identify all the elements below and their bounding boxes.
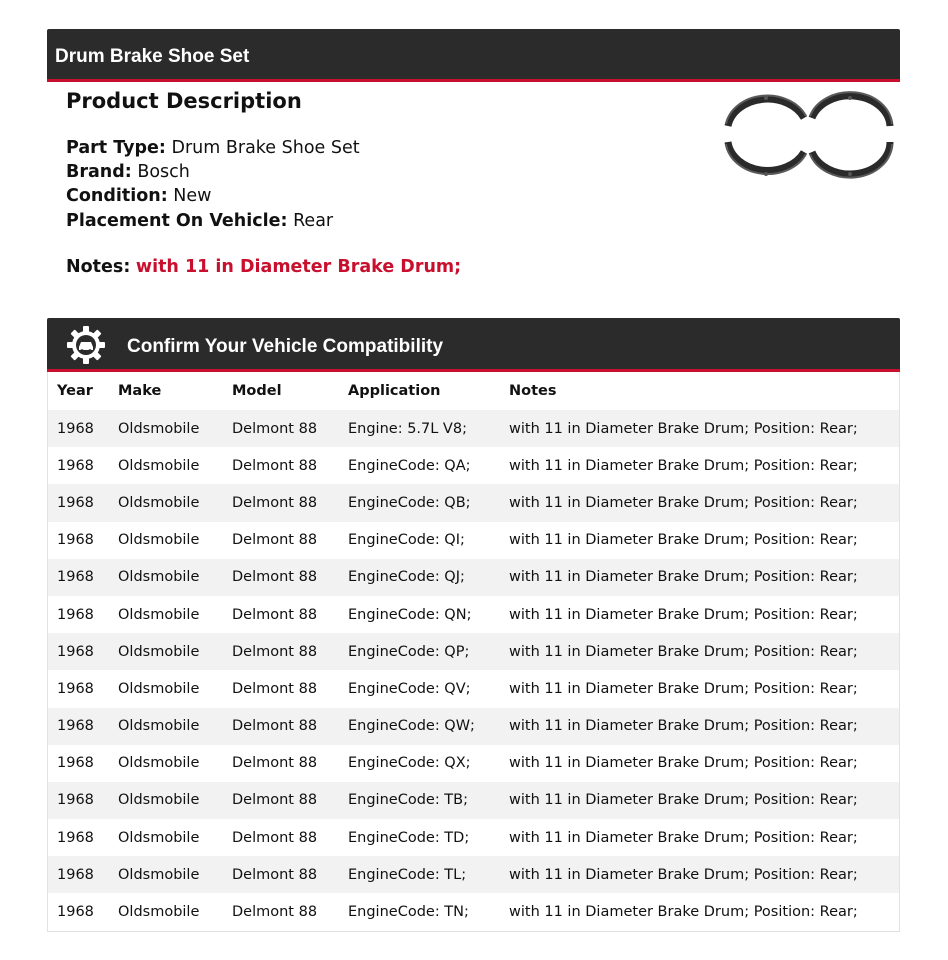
table-row [48,522,899,559]
cell-application: EngineCode: QN; [348,606,472,623]
table-row [48,484,899,521]
product-title: Drum Brake Shoe Set [55,46,250,67]
cell-make: Oldsmobile [118,755,200,772]
cell-model: Delmont 88 [232,606,318,623]
compatibility-header [47,318,900,372]
cell-year: 1968 [57,606,94,623]
cell-model: Delmont 88 [232,494,318,511]
cell-model: Delmont 88 [232,569,318,586]
table-row [48,819,899,856]
cell-model: Delmont 88 [232,532,318,549]
description-heading: Product Description [66,89,302,113]
cell-application: EngineCode: QI; [348,532,465,549]
cell-notes: with 11 in Diameter Brake Drum; Position: Rear; [509,755,858,772]
cell-make: Oldsmobile [118,866,200,883]
table-row [48,559,899,596]
cell-notes: with 11 in Diameter Brake Drum; Position: Rear; [509,904,858,921]
cell-year: 1968 [57,494,94,511]
cell-notes: with 11 in Diameter Brake Drum; Position: Rear; [509,680,858,697]
cell-application: EngineCode: QP; [348,643,470,660]
cell-make: Oldsmobile [118,457,200,474]
cell-make: Oldsmobile [118,904,200,921]
cell-make: Oldsmobile [118,643,200,660]
cell-make: Oldsmobile [118,718,200,735]
column-header-year: Year [57,383,93,399]
attribute-placement: Placement On Vehicle: Rear [66,210,334,231]
cell-year: 1968 [57,904,94,921]
product-description [66,89,706,277]
table-row [48,856,899,893]
product-title-bar [47,29,900,82]
cell-year: 1968 [57,792,94,809]
cell-model: Delmont 88 [232,420,318,437]
cell-model: Delmont 88 [232,829,318,846]
cell-model: Delmont 88 [232,904,318,921]
cell-application: EngineCode: QX; [348,755,471,772]
cell-application: EngineCode: QV; [348,680,471,697]
cell-year: 1968 [57,755,94,772]
cell-model: Delmont 88 [232,680,318,697]
cell-notes: with 11 in Diameter Brake Drum; Position: Rear; [509,643,858,660]
cell-model: Delmont 88 [232,718,318,735]
cell-model: Delmont 88 [232,792,318,809]
table-row [48,410,899,447]
cell-notes: with 11 in Diameter Brake Drum; Position: Rear; [509,718,858,735]
compatibility-title: Confirm Your Vehicle Compatibility [127,336,444,357]
cell-notes: with 11 in Diameter Brake Drum; Position: Rear; [509,606,858,623]
gear-car-icon [66,325,106,365]
cell-notes: with 11 in Diameter Brake Drum; Position: Rear; [509,420,858,437]
cell-make: Oldsmobile [118,792,200,809]
cell-year: 1968 [57,457,94,474]
cell-make: Oldsmobile [118,494,200,511]
cell-model: Delmont 88 [232,643,318,660]
cell-make: Oldsmobile [118,420,200,437]
cell-notes: with 11 in Diameter Brake Drum; Position: Rear; [509,792,858,809]
cell-application: EngineCode: QW; [348,718,475,735]
table-header-row [48,372,899,410]
cell-notes: with 11 in Diameter Brake Drum; Position: Rear; [509,866,858,883]
cell-year: 1968 [57,569,94,586]
cell-notes: with 11 in Diameter Brake Drum; Position: Rear; [509,829,858,846]
cell-application: EngineCode: TD; [348,829,470,846]
column-header-make: Make [118,383,162,399]
cell-application: EngineCode: TL; [348,866,467,883]
cell-make: Oldsmobile [118,569,200,586]
cell-notes: with 11 in Diameter Brake Drum; Position: Rear; [509,457,858,474]
cell-make: Oldsmobile [118,532,200,549]
cell-year: 1968 [57,532,94,549]
table-row [48,633,899,670]
attribute-condition: Condition: New [66,186,212,207]
cell-year: 1968 [57,420,94,437]
cell-application: EngineCode: QA; [348,457,471,474]
attribute-list [66,136,706,233]
cell-make: Oldsmobile [118,829,200,846]
table-row [48,708,899,745]
table-row [48,745,899,782]
cell-application: EngineCode: TN; [348,904,469,921]
cell-notes: with 11 in Diameter Brake Drum; Position: Rear; [509,532,858,549]
cell-application: EngineCode: QJ; [348,569,465,586]
column-header-notes: Notes [509,383,557,399]
product-notes: Notes: with 11 in Diameter Brake Drum; [66,256,462,277]
table-row [48,447,899,484]
cell-notes: with 11 in Diameter Brake Drum; Position: Rear; [509,569,858,586]
cell-year: 1968 [57,680,94,697]
cell-application: EngineCode: QB; [348,494,471,511]
column-header-application: Application [348,383,441,399]
cell-model: Delmont 88 [232,866,318,883]
cell-make: Oldsmobile [118,680,200,697]
cell-year: 1968 [57,866,94,883]
cell-application: Engine: 5.7L V8; [348,420,467,437]
cell-make: Oldsmobile [118,606,200,623]
compatibility-table [47,372,900,932]
cell-model: Delmont 88 [232,755,318,772]
table-row [48,782,899,819]
table-row [48,670,899,707]
attribute-part-type: Part Type: Drum Brake Shoe Set [66,138,360,158]
cell-year: 1968 [57,718,94,735]
cell-model: Delmont 88 [232,457,318,474]
cell-notes: with 11 in Diameter Brake Drum; Position: Rear; [509,494,858,511]
cell-year: 1968 [57,643,94,660]
cell-application: EngineCode: TB; [348,792,469,809]
cell-year: 1968 [57,829,94,846]
brake-shoe-image [718,88,898,184]
column-header-model: Model [232,383,282,399]
table-row [48,893,899,930]
table-row [48,596,899,633]
attribute-brand: Brand: Bosch [66,162,190,183]
